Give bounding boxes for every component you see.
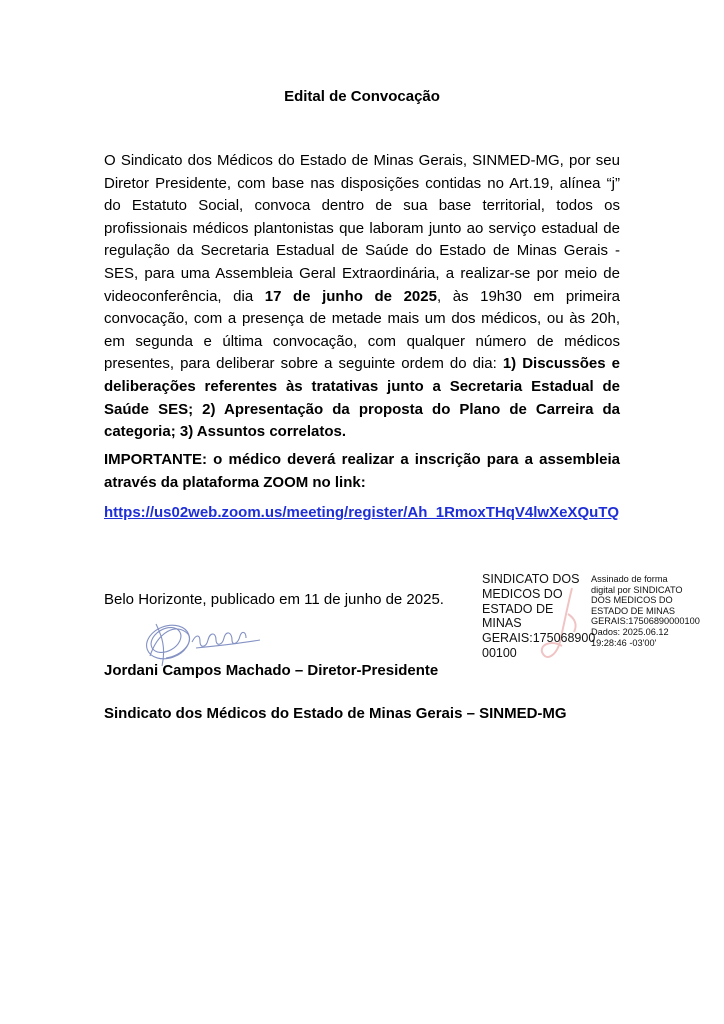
- city-date: Belo Horizonte, publicado em 11 de junho de 2025.: [104, 591, 444, 608]
- signature-detail-line: Assinado de forma: [591, 574, 668, 584]
- paragraph-text: , às 19h30 em primeira convocação, com a presença de metade mais um dos médicos, ou às 20h, em segunda e última convocação, com qualquer número de médicos presentes, para deliberar sobre a seguinte ordem do dia:: [104, 287, 620, 373]
- signature-detail-line: DOS MEDICOS DO: [591, 595, 673, 606]
- meeting-date: 17 de junho de 2025: [264, 287, 437, 305]
- important-notice: IMPORTANTE: o médico deverá realizar a inscrição para a assembleia através da plataforma ZOOM no link:: [104, 451, 620, 491]
- signature-detail-line: 19:28:46 -03'00': [591, 637, 657, 648]
- convocation-paragraph: [104, 150, 620, 444]
- zoom-registration-link[interactable]: https://us02web.zoom.us/meeting/register/Ah_1RmoxTHqV4lwXeXQuTQ: [104, 504, 620, 521]
- director-name: Jordani Campos Machado – Diretor-Presidente: [104, 662, 439, 679]
- page-title: Edital de Convocação: [284, 88, 440, 105]
- organization-name: Sindicato dos Médicos do Estado de Minas Gerais – SINMED-MG: [104, 705, 567, 722]
- signature-detail-line: Dados: 2025.06.12: [591, 626, 669, 637]
- digital-signer-block: SINDICATO DOS MEDICOS DO ESTADO DE MINAS GERAIS:175068900 00100: [482, 572, 596, 660]
- agenda-items: 1) Discussões e deliberações referentes às tratativas junto a Secretaria Estadual de Saúde SES; 2) Apresentação da proposta do Plano de Carreira da categoria; 3) Assuntos correlatos.: [104, 355, 620, 441]
- paragraph-text: O Sindicato dos Médicos do Estado de Minas Gerais, SINMED-MG, por seu Diretor Presidente, com base nas disposições contidas no Art.19, alínea “j” do Estatuto Social, convoca dentro de sua base territorial, todos os profissionais médicos plantonistas que laboram junto ao serviço estadual de regulação da Secretaria Estadual de Saúde do Estado de Minas Gerais - SES, para uma Assembleia Geral Extraordinária, a realizar-se por meio de videoconferência, dia: [104, 152, 620, 305]
- signature-detail-line: GERAIS:17506890000100: [591, 616, 700, 627]
- digital-signature-details: [591, 574, 716, 648]
- signature-detail-line: digital por SINDICATO: [591, 584, 683, 595]
- signature-detail-line: ESTADO DE MINAS: [591, 605, 676, 616]
